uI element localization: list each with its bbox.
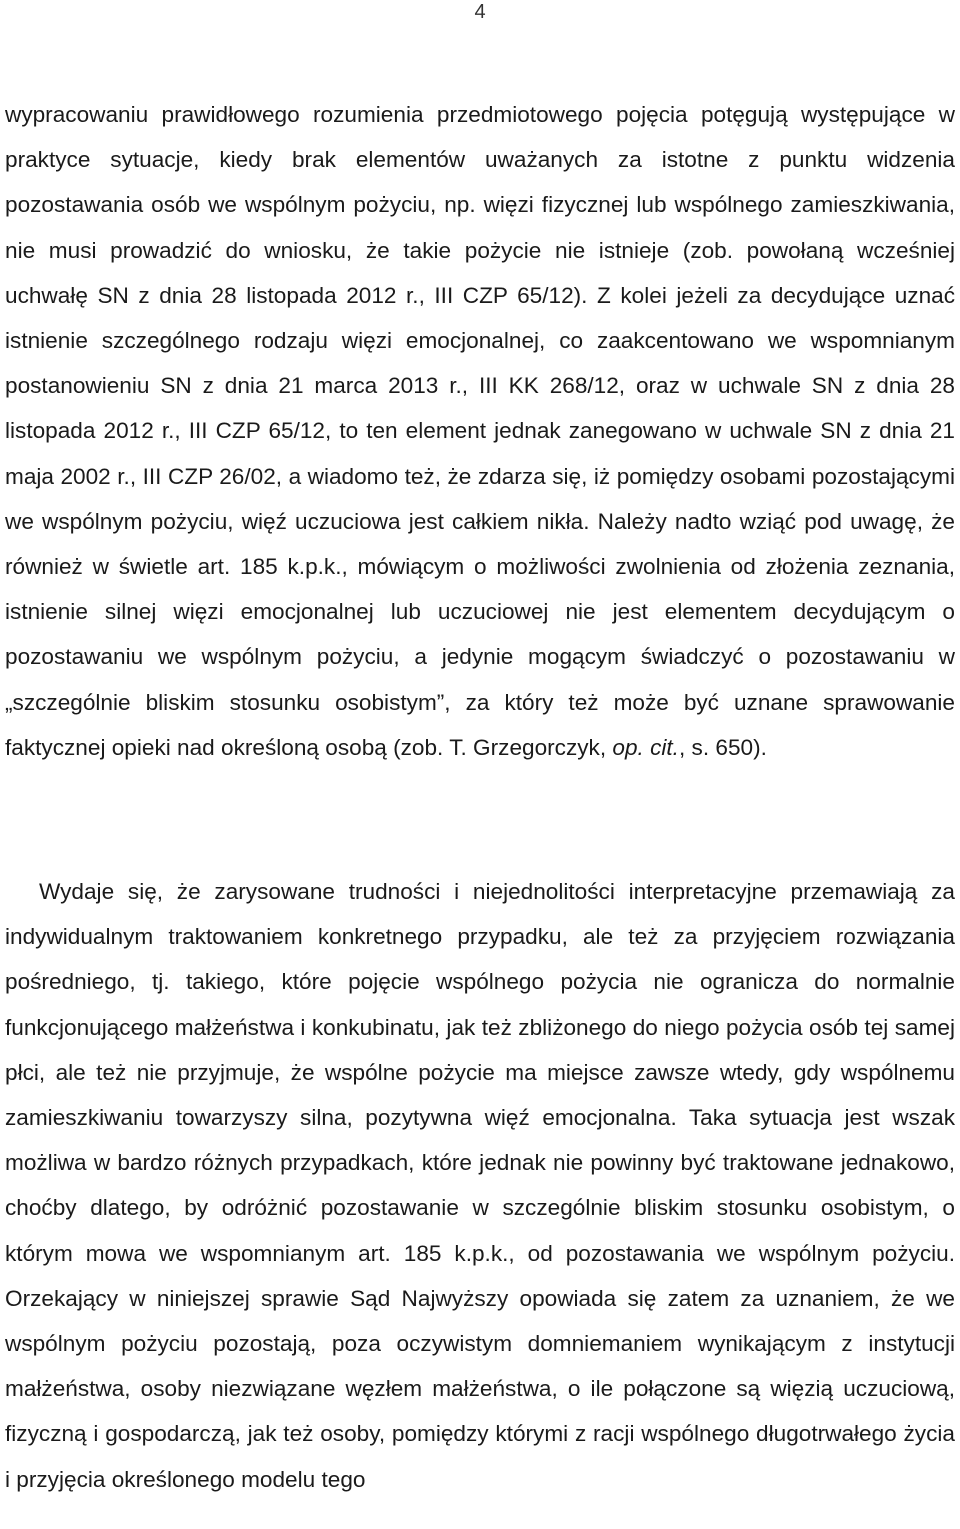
paragraph-1-tail: , s. 650).: [678, 734, 767, 760]
paragraph-1-text: wypracowaniu prawidłowego rozumienia przedmiotowego pojęcia potęgują występujące w praktyce sytuacje, kiedy brak elementów uważanych za istotne z punktu widzenia pozostawania osób we wspólnym pożyciu, np. więzi fizycznej lub wspólnego zamieszkiwania, nie musi prowadzić do wniosku, że takie pożycie nie istnieje (zob. powołaną wcześniej uchwałę SN z dnia 28 listopada 2012 r., III CZP 65/12). Z kolei jeżeli za decydujące uznać istnienie szczególnego rodzaju więzi emocjonalnej, co zaakcentowano we wspomnianym postanowieniu SN z dnia 21 marca 2013 r., III KK 268/12, oraz w uchwale SN z dnia 28 listopada 2012 r., III CZP 65/12, to ten element jednak zanegowano w uchwale SN z dnia 21 maja 2002 r., III CZP 26/02, a wiadomo też, że zdarza się, iż pomiędzy osobami pozostającymi we wspólnym pożyciu, więź uczuciowa jest całkiem nikła. Należy nadto wziąć pod uwagę, że również w świetle art. 185 k.p.k., mówiącym o możliwości zwolnienia od złożenia zeznania, istnienie silnej więzi emocjonalnej lub uczuciowej nie jest elementem decydującym o pozostawaniu we wspólnym pożyciu, a jedynie mogącym świadczyć o pozostawaniu w „szczególnie bliskim stosunku osobistym”, za który też może być uznane sprawowanie faktycznej opieki nad określoną osobą (zob. T. Grzegorczyk,: [5, 102, 955, 760]
page-number: 4: [474, 1, 486, 23]
paragraph-2-text: Wydaje się, że zarysowane trudności i niejednolitości interpretacyjne przemawiają za indywidualnym traktowaniem konkretnego przypadku, ale też za przyjęciem rozwiązania pośredniego, tj. takiego, które pojęcie wspólnego pożycia nie ogranicza do normalnie funkcjonującego małżeństwa i konkubinatu, jak też zbliżonego do niego pożycia osób tej samej płci, ale też nie przyjmuje, że wspólne pożycie ma miejsce zawsze wtedy, gdy wspólnemu zamieszkiwaniu towarzyszy silna, pozytywna więź emocjonalna. Taka sytuacja jest wszak możliwa w bardzo różnych przypadkach, które jednak nie powinny być traktowane jednakowo, choćby dlatego, by odróżnić pozostawanie w szczególnie bliskim stosunku osobistym, o którym mowa we wspomnianym art. 185 k.p.k., od pozostawania we wspólnym pożyciu. Orzekający w niniejszej sprawie Sąd Najwyższy opowiada się zatem za uznaniem, że we wspólnym pożyciu pozostają, poza oczywistym domniemaniem wynikającym z instytucji małżeństwa, osoby niezwiązane węzłem małżeństwa, o ile połączone są więzią uczuciową, fizyczną i gospodarczą, jak też osoby, pomiędzy którymi z racji wspólnego długotrwałego życia i przyjęcia określonego modelu tego: [5, 879, 955, 1492]
paragraph-1-italic-op-cit: op. cit.: [612, 734, 679, 760]
paragraph-2: [5, 869, 955, 1502]
paragraph-1: [5, 92, 955, 770]
